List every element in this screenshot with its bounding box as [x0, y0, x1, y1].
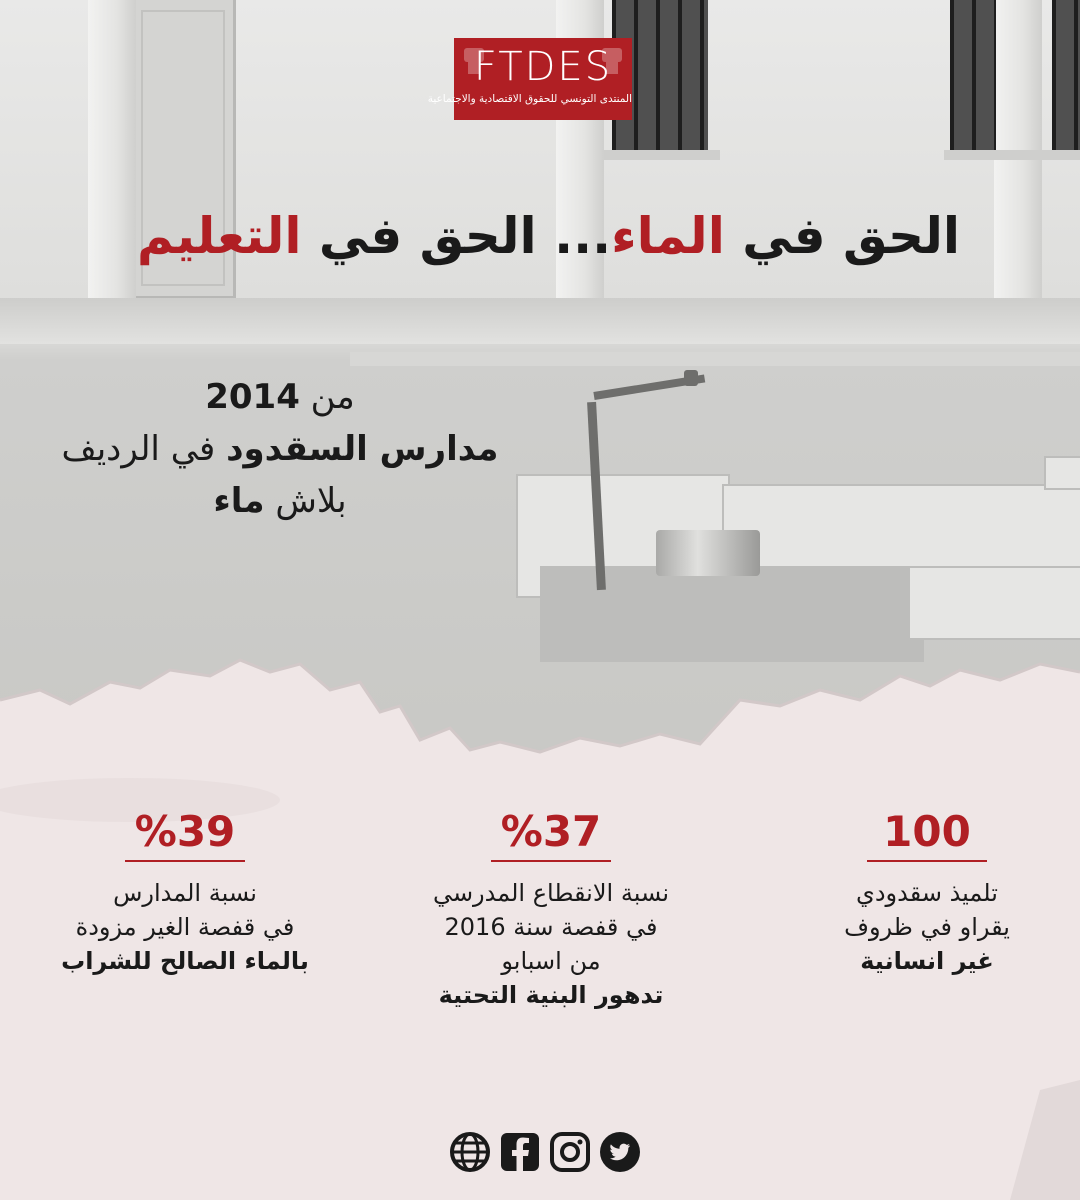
stat-line: تلميذ سقدودي: [856, 879, 998, 907]
logo-subtitle: المنتدى التونسي للحقوق الاقتصادية والاجتماعية: [427, 93, 632, 105]
stat-line: يقراو في ظروف: [844, 913, 1010, 941]
twitter-icon[interactable]: [598, 1130, 642, 1174]
stat-line-bold: بالماء الصالح للشراب: [61, 947, 309, 975]
intro-block: [30, 372, 530, 526]
stat-line: في قفصة الغير مزودة: [75, 913, 295, 941]
fist-icon: [460, 44, 488, 74]
logo-name: FTDES: [473, 44, 613, 90]
stat-divider: [125, 860, 245, 862]
fist-icon: [598, 44, 626, 74]
stat-value: %39: [134, 807, 236, 856]
stat-line: في قفصة سنة 2016: [444, 913, 658, 941]
intro-text: في الرديف: [61, 429, 227, 469]
intro-year: 2014: [205, 377, 300, 417]
stat-card: [381, 806, 721, 1012]
intro-bold: مدارس السقدود: [226, 429, 499, 469]
stat-value: %37: [500, 807, 602, 856]
instagram-icon[interactable]: [548, 1130, 592, 1174]
stat-line-bold: تدهور البنية التحتية: [438, 981, 664, 1009]
stat-line: نسبة الانقطاع المدرسي: [432, 879, 670, 907]
stat-line-bold: غير انسانية: [860, 947, 994, 975]
intro-line: [30, 422, 530, 476]
stat-divider: [491, 860, 611, 862]
stat-line: نسبة المدارس: [113, 879, 257, 907]
intro-text: من: [299, 377, 355, 417]
stat-card: [757, 806, 1080, 978]
title-part: ... الحق في: [301, 207, 612, 265]
facebook-icon[interactable]: [498, 1130, 542, 1174]
social-links: [448, 1130, 642, 1174]
intro-line: [30, 476, 530, 526]
intro-line: [30, 372, 530, 422]
stat-divider: [867, 860, 987, 862]
stat-value: 100: [883, 807, 971, 856]
title-highlight: الماء: [611, 207, 725, 265]
stat-line: من اسبابو: [501, 947, 601, 975]
title-part: الحق في: [724, 207, 960, 265]
intro-bold: ماء: [213, 481, 265, 521]
page-title: [120, 196, 960, 276]
stat-card: [15, 806, 355, 978]
intro-text: بلاش: [264, 481, 347, 521]
ftdes-logo: [427, 38, 632, 120]
title-highlight: التعليم: [136, 207, 302, 265]
globe-icon[interactable]: [448, 1130, 492, 1174]
